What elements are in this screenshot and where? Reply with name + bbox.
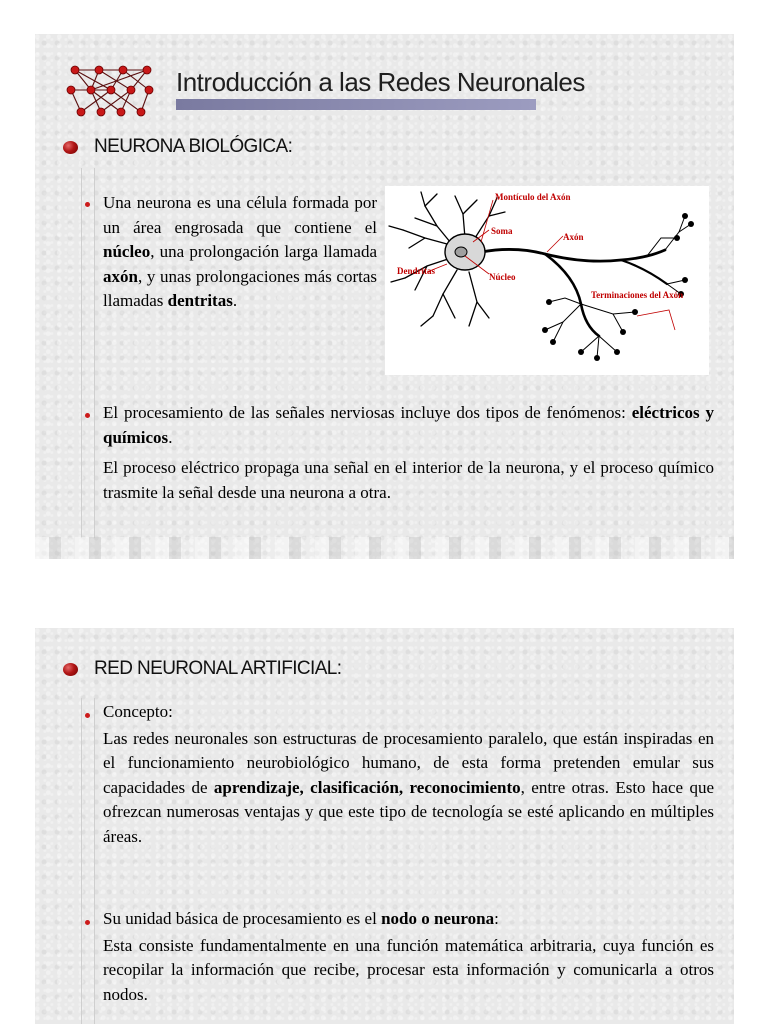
text-procesamiento-senales (103, 401, 714, 505)
slide-title: Introducción a las Redes Neuronales (176, 67, 585, 97)
red-bullet-icon (63, 141, 78, 154)
title-underline-bar (176, 99, 536, 110)
bold-text: aprendizaje, clasificación, reconocimiento (213, 777, 521, 797)
label-nucleo: Núcleo (489, 272, 516, 282)
text-run: : (494, 909, 499, 928)
neuron-diagram (385, 186, 709, 375)
text-proceso-electrico: El proceso eléctrico propaga una señal en el interior de la neurona, y el proceso químico trasmite la señal desde una neurona a otra. (103, 458, 714, 502)
bold-text: eléctricos y químicos (103, 403, 715, 447)
bullet-icon (85, 920, 90, 925)
bullet-icon (85, 413, 90, 418)
bullet-icon (85, 713, 90, 718)
bold-text: dentritas (167, 291, 233, 311)
label-monticulo-axon: Montículo del Axón (495, 192, 571, 202)
text-run: , y unas prolongaciones más cortas llamadas (103, 266, 377, 311)
text-run: . (232, 291, 238, 311)
text-concepto (103, 700, 714, 850)
bold-text: nodo o neurona (381, 909, 495, 928)
text-run: Una neurona es una célula formada por un área engrosada que contiene el (103, 193, 377, 237)
label-dendritas: Dendritas (397, 266, 435, 276)
section-heading: NEURONA BIOLÓGICA: (94, 136, 293, 157)
section-heading-row (63, 658, 341, 680)
bold-text: axón (103, 266, 138, 286)
slide-neurona-biologica (35, 34, 734, 559)
text-run: Las redes neuronales son estructuras de procesamiento paralelo, que están inspiradas en el funcionamiento neurobiológico humano, de esta forma pretenden emular sus capacidades de (103, 728, 714, 797)
bullet-icon (85, 202, 90, 207)
section-heading: RED NEURONAL ARTIFICIAL: (94, 658, 342, 679)
text-run: Su unidad básica de procesamiento es el (103, 909, 382, 928)
red-bullet-icon (63, 663, 78, 676)
label-soma: Soma (491, 226, 513, 236)
text-run: . (168, 427, 173, 447)
text-run: , una prolongación larga llamada (150, 242, 377, 262)
text-run: , entre otras. Esto hace que ofrezcan numerosas ventajas y que este tipo de tecnología se esté aplicando en múltiples áreas. (103, 777, 714, 846)
concepto-label: Concepto: (103, 702, 173, 721)
decorative-line (81, 168, 95, 538)
text-unidad-basica (103, 907, 714, 1007)
text-neurona-definicion (103, 191, 377, 314)
decorative-band (35, 537, 734, 559)
text-nodo-descripcion: Esta consiste fundamentalmente en una función matemática arbitraria, cuya función es recopilar la información que recibe, procesar esta información y comunicarla a otros nodos. (103, 935, 714, 1004)
slide-red-neuronal-artificial (35, 628, 734, 1024)
bold-text: núcleo (103, 242, 151, 262)
section-heading-row (63, 136, 292, 158)
neural-network-logo-icon (61, 62, 159, 124)
decorative-line (81, 698, 95, 1024)
label-axon: Axón (563, 232, 584, 242)
label-terminaciones-axon: Terminaciones del Axón (591, 290, 684, 300)
text-run: El procesamiento de las señales nerviosas incluye dos tipos de fenómenos: (103, 403, 632, 422)
